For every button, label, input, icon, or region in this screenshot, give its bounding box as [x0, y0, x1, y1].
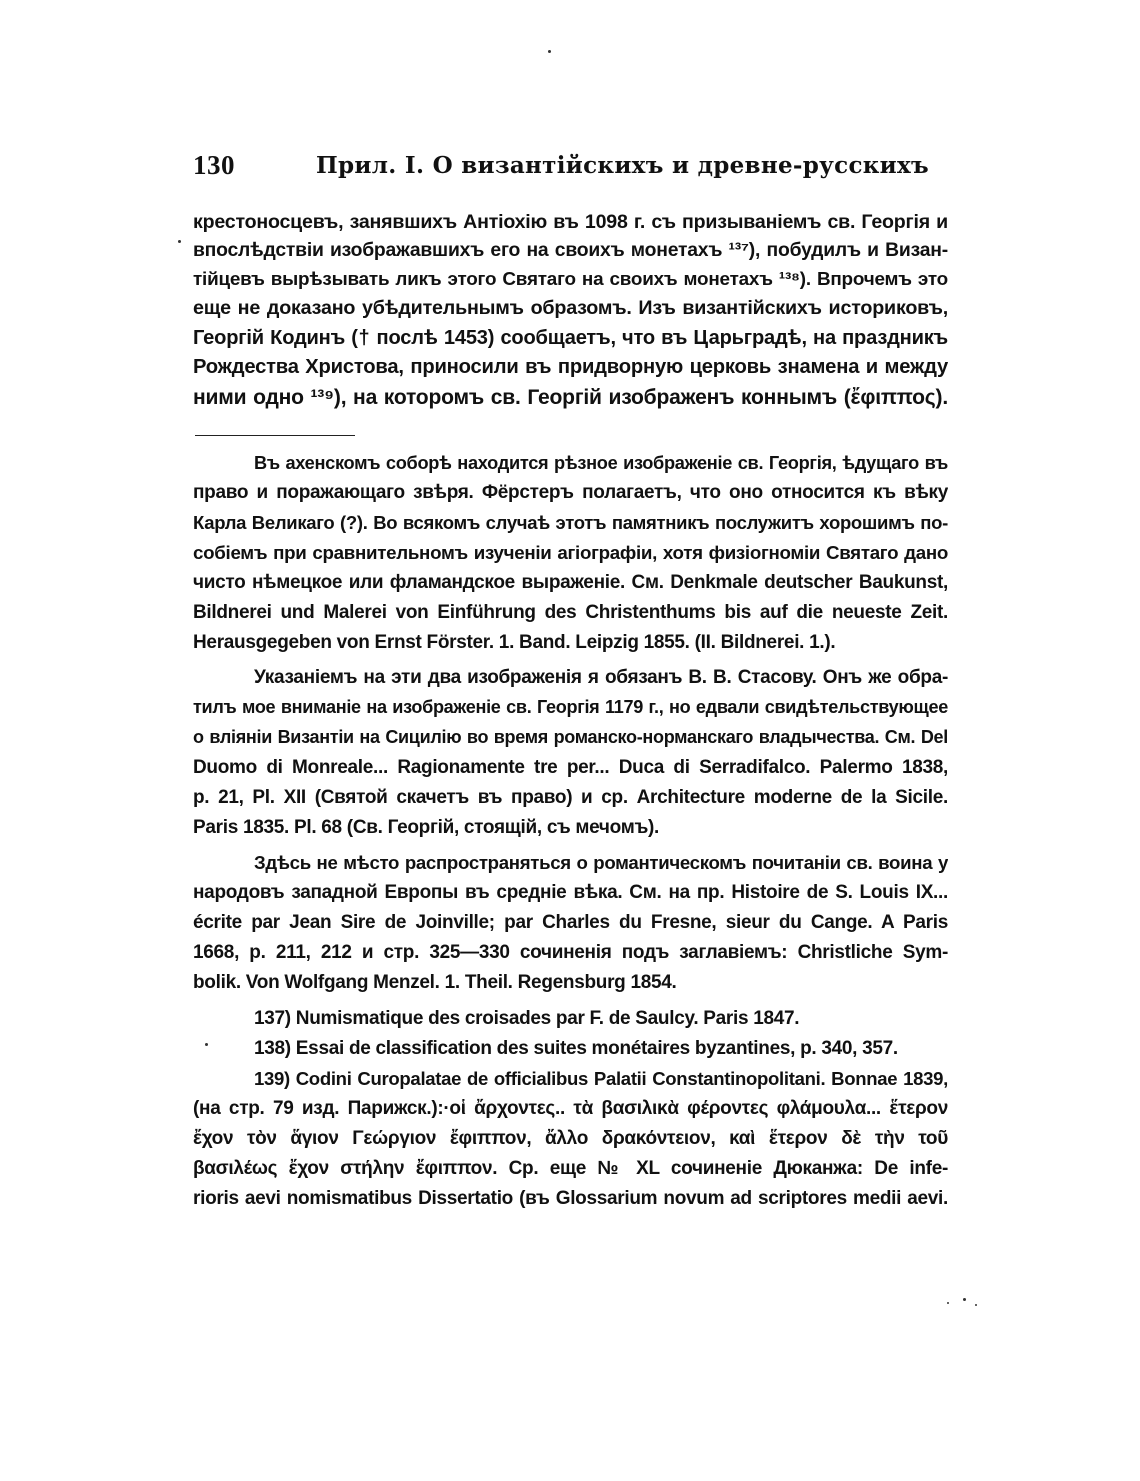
footnote-line: bolik. Von Wolfgang Menzel. 1. Theil. Regensburg 1854. [193, 972, 677, 993]
footnote-line: rioris aevi nomismatibus Dissertatio (въ Glossarium novum ad scriptores medii aevi. [193, 1188, 948, 1209]
footnote-line: чисто нѣмецкое или фламандское выраженіе. См. Denkmale deutscher Baukunst, [193, 572, 948, 593]
footnote-line: Paris 1835. Pl. 68 (Св. Георгій, стоящій, съ мечомъ). [193, 817, 660, 838]
main-text-line: впослѣдствіи изображавшихъ его на своихъ монетахъ ¹³⁷), побудилъ и Визан- [193, 239, 948, 261]
scan-speck [947, 1302, 949, 1304]
footnote-137: 137) Numismatique des croisades par F. de Saulcy. Paris 1847. [254, 1008, 800, 1029]
scan-speck [205, 1043, 208, 1046]
footnote-138: 138) Essai de classification des suites monétaires byzantines, p. 340, 357. [254, 1038, 898, 1059]
scan-speck [975, 1304, 977, 1306]
footnote-line: Bildnerei und Malerei von Einführung des Christenthums bis auf die neueste Zeit. [193, 602, 948, 623]
scan-speck [963, 1298, 966, 1301]
main-text-line: ними одно ¹³⁹), на которомъ св. Георгій изображенъ коннымъ (ἔφιππος). [193, 386, 948, 409]
page-number: 130 [193, 150, 235, 180]
footnote-line: écrite par Jean Sire de Joinville; par Charles du Fresne, sieur du Cange. A Paris [193, 912, 948, 933]
footnote-line: о вліяніи Византіи на Сицилію во время романско-норманскаго владычества. См. Del [193, 727, 948, 747]
main-text-line: Рождества Христова, приносили въ придворную церковь знамена и между [193, 356, 948, 378]
footnote-line: тилъ мое вниманіе на изображеніе св. Георгія 1179 г., но едвали свидѣтельствующее [193, 697, 948, 717]
footnote-line: (на стр. 79 изд. Парижск.):·οἱ ἄρχοντες.. τὰ βασιλικὰ φέροντες φλάμουλα... ἕτερον [193, 1098, 948, 1119]
footnote-line: Duomo di Monreale... Ragionamente tre per... Duca di Serradifalco. Palermo 1838, [193, 757, 948, 778]
footnote-line: ἔχον τὸν ἅγιον Γεώργιον ἔφιππον, ἄλλο δρακόντειον, καὶ ἕτερον δὲ τὴν τοῦ [193, 1128, 948, 1149]
footnote-separator-rule [195, 435, 355, 436]
footnote-line: Здѣсь не мѣсто распространяться о романтическомъ почитаніи св. воина у [254, 852, 948, 873]
main-text-line: крестоносцевъ, занявшихъ Антіохію въ 1098 г. съ призываніемъ св. Георгія и [193, 211, 948, 233]
footnote-line: Въ ахенскомъ соборѣ находится рѣзное изображеніе св. Георгія, ѣдущаго въ [254, 453, 948, 473]
running-header: Прил. I. О византійскихъ и древне-русскихъ [316, 152, 929, 179]
footnote-line: βασιλέως ἔχον στήλην ἔφιππον. Ср. еще № XL сочиненіе Дюканжа: De infe- [193, 1158, 948, 1179]
footnote-line: Карла Великаго (?). Во всякомъ случаѣ этотъ памятникъ послужитъ хорошимъ по- [193, 512, 948, 533]
footnote-line: 1668, p. 211, 212 и стр. 325—330 сочиненія подъ заглавіемъ: Christliche Sym- [193, 942, 948, 963]
main-text-line: тійцевъ вырѣзывать ликъ этого Святаго на своихъ монетахъ ¹³⁸). Впрочемъ это [193, 268, 948, 289]
footnote-139: 139) Codini Curopalatae de officialibus Palatii Constantinopolitani. Bonnae 1839, [254, 1068, 948, 1089]
footnote-line: Указаніемъ на эти два изображенія я обязанъ В. В. Стасову. Онъ же обра- [254, 667, 948, 688]
main-text-line: еще не доказано убѣдительнымъ образомъ. Изъ византійскихъ историковъ, [193, 297, 948, 319]
footnote-line: народовъ западной Европы въ средніе вѣка. См. на пр. Histoire de S. Louis IX... [193, 882, 948, 903]
footnote-line: право и поражающаго звѣря. Фёрстеръ полагаетъ, что оно относится къ вѣку [193, 482, 948, 503]
footnote-line: Herausgegeben von Ernst Förster. 1. Band. Leipzig 1855. (II. Bildnerei. 1.). [193, 632, 836, 653]
scan-speck [548, 50, 551, 53]
footnote-line: p. 21, Pl. XII (Святой скачетъ въ право) и ср. Architecture moderne de la Sicile. [193, 787, 948, 808]
scan-speck [178, 240, 181, 243]
footnote-line: собіемъ при сравнительномъ изученіи агіографіи, хотя физіогноміи Святаго дано [193, 542, 948, 563]
main-text-line: Георгій Кодинъ († послѣ 1453) сообщаетъ, что въ Царьградѣ, на праздникъ [193, 327, 948, 349]
